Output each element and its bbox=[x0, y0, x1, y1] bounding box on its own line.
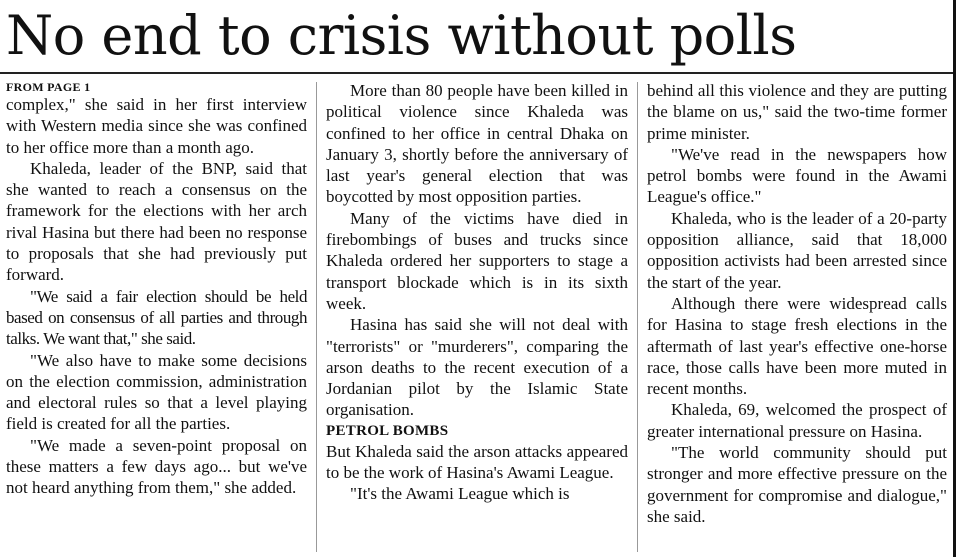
paragraph: "It's the Awami League which is bbox=[350, 484, 570, 504]
paragraph: Khaleda, 69, welcomed the prospect of greater international pressure on Hasina. bbox=[647, 400, 947, 441]
paragraph: behind all this violence and they are putting the blame on us," said the two-time former prime minister. bbox=[647, 81, 947, 143]
paragraph: "We also have to make some decisions on the election commission, administration and electoral rules so that a level playing field is created for all the parties. bbox=[6, 350, 307, 434]
paragraph: But Khaleda said the arson attacks appeared to be the work of Hasina's Awami League. bbox=[326, 441, 628, 483]
paragraph: More than 80 people have been killed in political violence since Khaleda was confined to her office in central Dhaka on January 3, shortly before the anniversary of last year's general election that was boycotted by most opposition parties. bbox=[326, 81, 628, 207]
paragraph: "We made a seven-point proposal on these matters a few days ago... but we've not heard anything from them," she added. bbox=[6, 435, 307, 498]
headline: No end to crisis without polls bbox=[6, 4, 797, 67]
paragraph: Khaleda, who is the leader of a 20-party opposition alliance, said that 18,000 opposition activists had been arrested since the start of the year. bbox=[647, 208, 947, 292]
paragraph: Khaleda, leader of the BNP, said that she wanted to reach a consensus on the framework for the elections with her arch rival Hasina but there had been no response to proposals that she had previously put forward. bbox=[6, 158, 307, 285]
headline-rule bbox=[0, 72, 956, 74]
paragraph: Many of the victims have died in firebombings of buses and trucks since Khaleda ordered her supporters to stage a transport blockade which is in its sixth week. bbox=[326, 208, 628, 313]
continuation-label: FROM PAGE 1 bbox=[6, 80, 91, 94]
column-divider bbox=[637, 82, 638, 552]
column-divider bbox=[316, 82, 317, 552]
paragraph: Hasina has said she will not deal with "terrorists" or "murderers", comparing the arson deaths to the recent execution of a Jordanian pilot by the Islamic State organisation. bbox=[326, 315, 628, 420]
column-1 bbox=[6, 80, 307, 557]
column-2 bbox=[326, 80, 628, 557]
paragraph: complex," she said in her first interview with Western media since she was confined to her office more than a month ago. bbox=[6, 95, 307, 157]
paragraph: "We've read in the newspapers how petrol bombs were found in the Awami League's office." bbox=[647, 144, 947, 207]
subheading: PETROL BOMBS bbox=[326, 422, 449, 439]
paragraph: "We said a fair election should be held based on consensus of all parties and through talks. We want that," she said. bbox=[6, 286, 307, 349]
column-3 bbox=[647, 80, 947, 557]
paragraph: "The world community should put stronger and more effective pressure on the government for compromise and dialogue," she said. bbox=[647, 443, 947, 526]
paragraph: Although there were widespread calls for Hasina to stage fresh elections in the aftermath of last year's effective one-horse race, those calls have been more muted in recent months. bbox=[647, 293, 947, 399]
